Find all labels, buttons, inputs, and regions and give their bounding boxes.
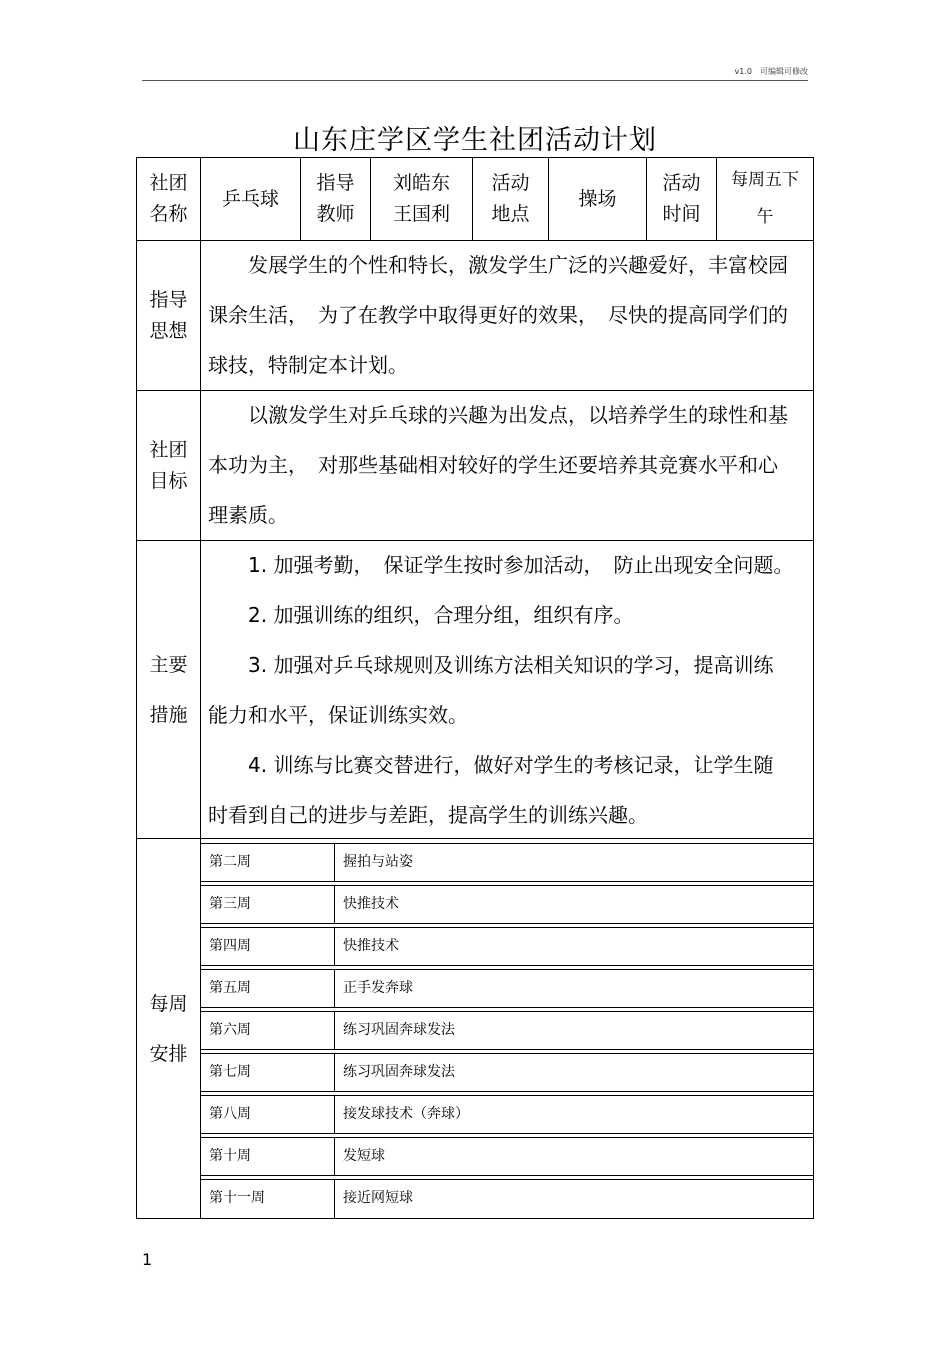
schedule-label: 每周安排 [149, 992, 188, 1065]
week-content: 接发球技术（奔球） [343, 1106, 469, 1122]
goals-text: 以激发学生对乒乓球的兴趣为出发点，以培养学生的球性和基本功为主， 对那些基础相对较好的学生还要培养其竞赛水平和心理素质。 [208, 403, 788, 527]
time-label: 活动时间 [662, 172, 701, 225]
row-col-divider [334, 1179, 335, 1218]
week-content: 快推技术 [343, 896, 399, 912]
week-content: 快推技术 [343, 938, 399, 954]
location: 操场 [578, 187, 617, 210]
week-content: 握拍与站姿 [343, 854, 413, 870]
week-content: 正手发奔球 [343, 980, 413, 996]
measures-label-cell [137, 541, 200, 838]
guiding-label-cell [137, 241, 200, 390]
measure-item: 1. 加强考勤， 保证学生按时参加活动， 防止出现安全问题。 [248, 553, 794, 577]
page-number: 1 [142, 1250, 153, 1269]
goals-text-cell [208, 390, 792, 540]
week-content: 练习巩固奔球发法 [343, 1022, 455, 1038]
location-label-cell [473, 158, 548, 240]
row-col-divider [334, 843, 335, 882]
week-label: 第二周 [209, 854, 251, 870]
header-rule [142, 80, 808, 81]
goals-label: 社团目标 [149, 438, 188, 492]
goals-label-cell [137, 391, 200, 540]
schedule-row [201, 969, 813, 1008]
version-note: v1.0 可编辑可修改 [734, 67, 808, 76]
teacher-label-cell [301, 158, 370, 240]
schedule-row [201, 927, 813, 966]
club-name: 乒乓球 [221, 187, 279, 210]
schedule-label-cell [137, 839, 200, 1218]
time: 每周五下午 [731, 170, 799, 227]
location-cell [549, 158, 646, 240]
schedule-row [201, 1137, 813, 1176]
week-content: 接近网短球 [343, 1190, 413, 1206]
schedule-row [201, 1095, 813, 1134]
row-col-divider [334, 885, 335, 924]
measures-list [208, 540, 808, 840]
week-content: 练习巩固奔球发法 [343, 1064, 455, 1080]
week-label: 第十一周 [209, 1190, 265, 1206]
measure-item: 3. 加强对乒乓球规则及训练方法相关知识的学习，提高训练能力和水平，保证训练实效。 [208, 653, 774, 727]
teachers-cell [371, 158, 472, 240]
time-cell [717, 162, 813, 240]
week-label: 第十周 [209, 1148, 251, 1164]
club-name-cell [201, 158, 300, 240]
week-label: 第三周 [209, 896, 251, 912]
guiding-text: 发展学生的个性和特长，激发学生广泛的兴趣爱好，丰富校园课余生活， 为了在教学中取得更好的效果， 尽快的提高同学们的球技，特制定本计划。 [208, 253, 788, 377]
teachers: 刘皓东王国利 [392, 172, 450, 225]
document-title: 山东庄学区学生社团活动计划 [293, 125, 657, 156]
guiding-label: 指导思想 [149, 288, 188, 342]
measures-label: 主要措施 [149, 653, 188, 726]
schedule-row [201, 843, 813, 882]
row-col-divider [334, 1053, 335, 1092]
teacher-label: 指导教师 [316, 172, 355, 225]
measure-item: 4. 训练与比赛交替进行，做好对学生的考核记录，让学生随时看到自己的进步与差距，提高学生的训练兴趣。 [208, 753, 774, 827]
location-label: 活动地点 [491, 172, 530, 225]
row-col-divider [334, 969, 335, 1008]
row-col-divider [334, 1011, 335, 1050]
schedule-row [201, 885, 813, 924]
measure-item: 2. 加强训练的组织，合理分组，组织有序。 [248, 603, 634, 627]
week-label: 第七周 [209, 1064, 251, 1080]
week-label: 第五周 [209, 980, 251, 996]
club-name-label-cell [137, 158, 200, 240]
club-name-label: 社团名称 [149, 172, 188, 225]
week-content: 发短球 [343, 1148, 385, 1164]
week-label: 第六周 [209, 1022, 251, 1038]
guiding-text-cell [208, 240, 804, 390]
week-label: 第八周 [209, 1106, 251, 1122]
row-col-divider [334, 1095, 335, 1134]
schedule-row [201, 1179, 813, 1218]
schedule-row [201, 1053, 813, 1092]
week-label: 第四周 [209, 938, 251, 954]
row-col-divider [334, 1137, 335, 1176]
row-col-divider [334, 927, 335, 966]
schedule-row [201, 1011, 813, 1050]
time-label-cell [647, 158, 716, 240]
